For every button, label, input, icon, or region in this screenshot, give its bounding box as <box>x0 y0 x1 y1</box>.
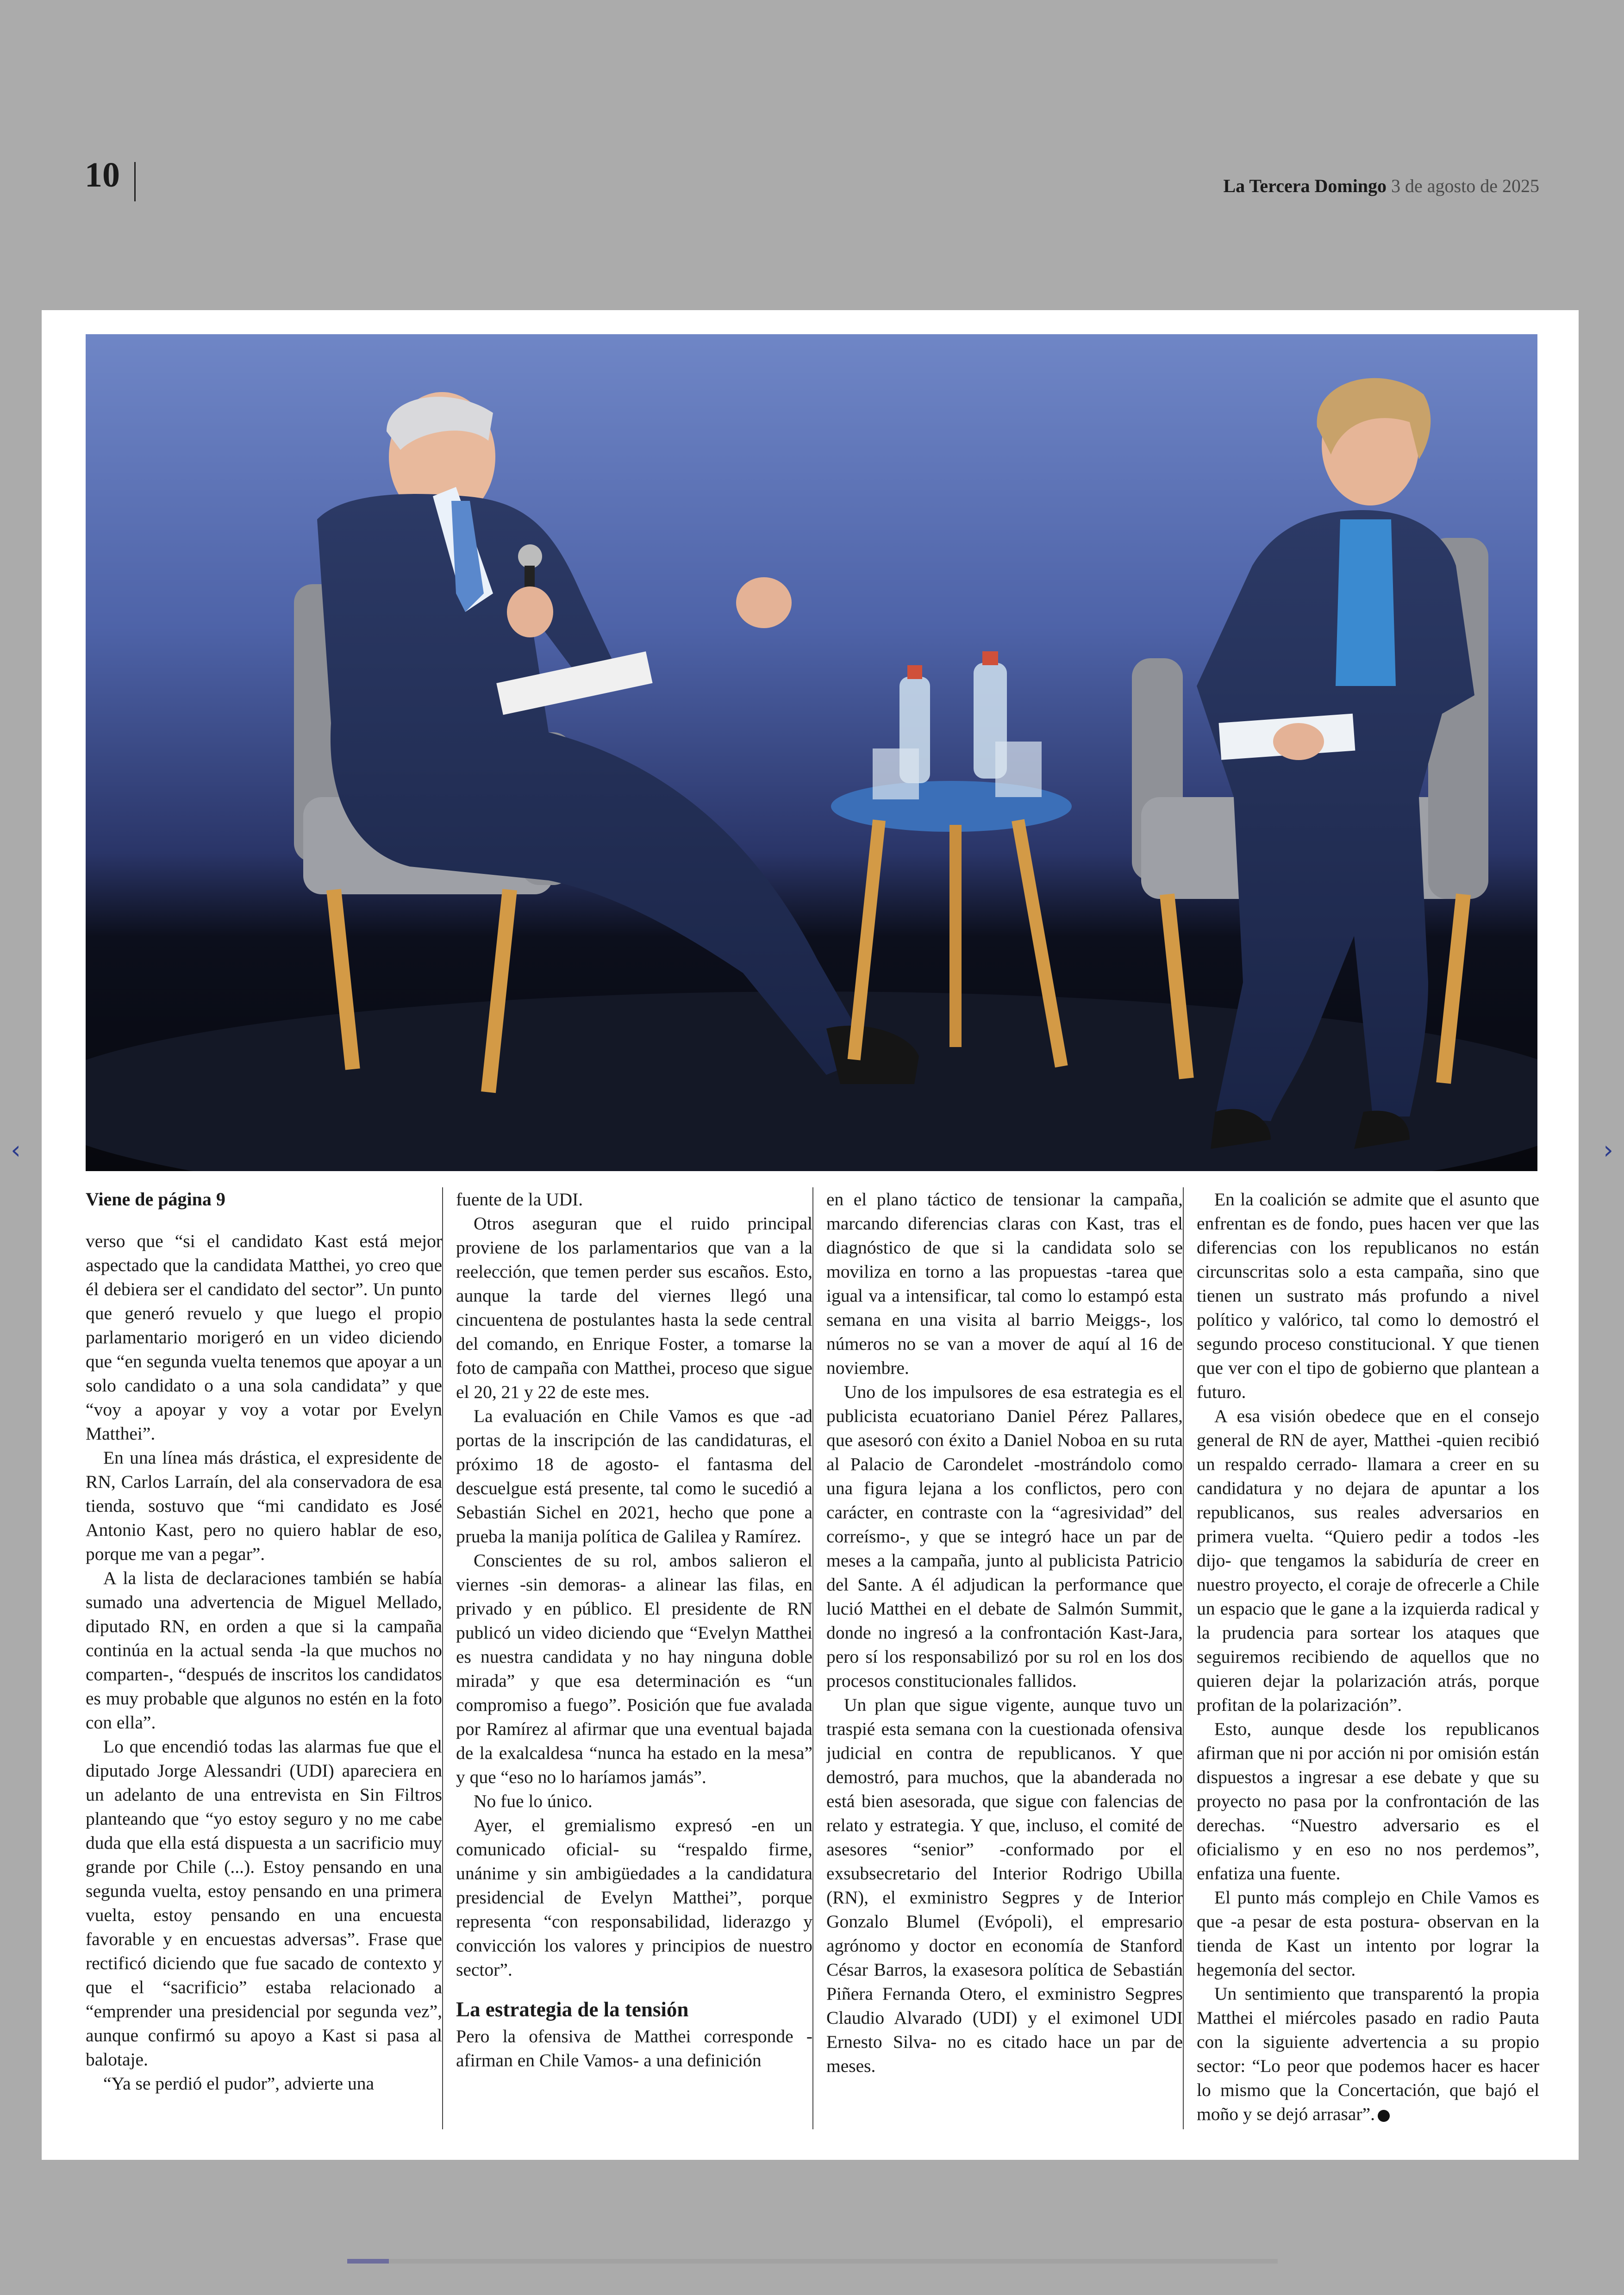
paragraph: “Ya se perdió el pudor”, advierte una <box>103 2073 374 2094</box>
page-progress-track[interactable] <box>347 2259 1278 2264</box>
section-subheading: La estrategia de la tensión <box>456 1998 689 2021</box>
photo-illustration <box>86 334 1537 1171</box>
paragraph: verso que “si el candidato Kast está mejor aspectado que la candidata Matthei, yo creo que él debiera ser el candidato del sector”. Un punto que generó revuelo y que luego el propio parlamentario morigeró en un video diciendo que “en segunda vuelta tenemos que apoyar a un solo candidato o a una sola candidata” y que “voy a apoyar y voy a votar por Evelyn Matthei”. <box>86 1231 442 1444</box>
paragraph: El punto más complejo en Chile Vamos es que -a pesar de esta postura- observan en la tienda de Kast un intento por lograr la hegemonía del sector. <box>1197 1887 1539 1980</box>
page-progress-fill <box>347 2259 389 2264</box>
chevron-right-icon[interactable]: › <box>1603 1135 1613 1165</box>
column-rule <box>1183 1187 1184 2129</box>
paragraph: en el plano táctico de tensionar la campaña, marcando diferencias claras con Kast, tras el diagnóstico de que si la candidata solo se moviliza en torno a las propuestas -tarea que igual va a intensificar, tal como lo estampó esta semana en una visita al barrio Meiggs-, los números no se van a mover de aquí al 16 de noviembre. <box>826 1189 1183 1378</box>
publication-name: La Tercera Domingo <box>1223 175 1387 196</box>
paragraph: A esa visión obedece que en el consejo general de RN de ayer, Matthei -quien recibió un respaldo cerrado- llamara a creer en su candidatura y no dejara de apuntar a los republicanos, sus reales adversarios en primera vuelta. “Quiero pedir a todos -les dijo- que tengamos la sabiduría de creer en nuestro proyecto, el coraje de ofrecerle a Chile un espacio que le gane a la izquierda radical y la prudencia para sortear los ataques que seguiremos recibiendo de aquellos que no quieren dejar la polarización atrás, porque profitan de la polarización”. <box>1197 1406 1539 1715</box>
continued-from-label: Viene de página 9 <box>86 1189 225 1210</box>
paragraph: fuente de la UDI. <box>456 1189 583 1210</box>
paragraph: Lo que encendió todas las alarmas fue que el diputado Jorge Alessandri (UDI) apareciera en un adelanto de una entrevista en Sin Filtros planteando que “yo estoy seguro y no me cabe duda que ella está dispuesta a un sacrificio muy grande por Chile (...). Estoy pensando en una segunda vuelta, estoy pensando en una primera vuelta, estoy pensando en una encuesta favorable y en encuestas adversas”. Frase que rectificó diciendo que fue sacado de contexto y que el “sacrificio” estaba relacionado a “emprender una presidencial por segunda vez”, aunque confirmó su apoyo a Kast si pasa al balotaje. <box>86 1736 442 2070</box>
article-column-4 <box>1197 1187 1539 2132</box>
article-column-3 <box>826 1187 1183 2132</box>
paragraph: La evaluación en Chile Vamos es que -ad portas de la inscripción de las candidaturas, el próximo 18 de agosto- el fantasma del descuelgue está presente, tal como le sucedió a Sebastián Sichel en 2021, hecho que pone a prueba la manija política de Galilea y Ramírez. <box>456 1406 812 1547</box>
chevron-left-icon[interactable]: ‹ <box>11 1135 21 1165</box>
end-of-article-icon <box>1378 2110 1390 2122</box>
paragraph: Conscientes de su rol, ambos salieron el viernes -sin demoras- a alinear las filas, en privado y en público. El presidente de RN publicó un video diciendo que “Evelyn Matthei es nuestra candidata y no hay ninguna doble mirada” y que esa determinación es “un compromiso a fuego”. Posición que fue avalada por Ramírez al afirmar que una eventual bajada de la exalcaldesa “nunca ha estado en la mesa” y que “eso no lo haríamos jamás”. <box>456 1550 812 1787</box>
paragraph: Uno de los impulsores de esa estrategia es el publicista ecuatoriano Daniel Pérez Pallares, que asesoró con éxito a Daniel Noboa en su ruta al Palacio de Carondelet -mostrándolo como una figura lejana a los conflictos, pero con carácter, en contraste con la “agresividad” del correísmo-, y que se integró hace un par de meses a la campaña, junto al publicista Patricio del Sante. A él adjudican la performance que lució Matthei en el debate de Salmón Summit, donde no ingresó a la confrontación Kast-Jara, pero sí los responsabilizó por su rol en los dos procesos constitucionales fallidos. <box>826 1382 1183 1691</box>
article-column-2 <box>456 1187 812 2132</box>
paragraph: No fue lo único. <box>474 1791 593 1811</box>
column-rule <box>442 1187 443 2129</box>
paragraph: En una línea más drástica, el expresidente de RN, Carlos Larraín, del ala conservadora de esa tienda, sostuvo que “mi candidato es José Antonio Kast, pero no quiero hablar de eso, porque me van a pegar”. <box>86 1447 442 1564</box>
paragraph: A la lista de declaraciones también se había sumado una advertencia de Miguel Mellado, diputado RN, en orden a que si la campaña continúa en la actual senda -la que muchos no comparten-, “después de inscritos los candidatos es muy probable que algunos no estén en la foto con ella”. <box>86 1568 442 1733</box>
paragraph: Esto, aunque desde los republicanos afirman que ni por acción ni por omisión están dispuestos a ingresar a ese debate y que su proyecto no pasa por la confrontación de las derechas. “Nuestro adversario es el oficialismo y en eso no nos perdemos”, enfatiza una fuente. <box>1197 1719 1539 1883</box>
column-rule <box>812 1187 813 2129</box>
newspaper-page <box>42 310 1579 2160</box>
paragraph: Ayer, el gremialismo expresó -en un comunicado oficial- su “respaldo firme, unánime y sin ambigüedades a la candidatura presidencial de Evelyn Matthei”, porque representa “con responsabilidad, liderazgo y convicción los valores y principios de nuestro sector”. <box>456 1815 812 1980</box>
publication-line <box>1223 175 1539 197</box>
page-number-separator <box>134 162 136 201</box>
publication-date: 3 de agosto de 2025 <box>1391 175 1539 196</box>
paragraph: Otros aseguran que el ruido principal proviene de los parlamentarios que van a la reelección, que temen perder sus escaños. Esto, aunque la tarde del viernes llegó una cincuentena de postulantes hasta la sede central del comando, en Enrique Foster, a tomarse la foto de campaña con Matthei, proceso que sigue el 20, 21 y 22 de este mes. <box>456 1213 812 1402</box>
paragraph-text: Un sentimiento que transparentó la propia Matthei el miércoles pasado en radio Pauta con la siguiente advertencia a su propio sector: “Lo peor que podemos hacer es hacer lo mismo que la Concertación, que bajó el moño y se dejó arrasar”. <box>1197 1983 1539 2124</box>
article-photo <box>86 334 1537 1171</box>
page-number: 10 <box>85 156 120 194</box>
article-column-1 <box>86 1187 442 2132</box>
paragraph: Un plan que sigue vigente, aunque tuvo un traspié esta semana con la cuestionada ofensiva judicial en contra de republicanos. Y que demostró, para muchos, que la abanderada no está bien asesorada, que sigue con falencias de relato y estrategia. Y que, incluso, el comité de asesores “senior” -conformado por el exsubsecretario del Interior Rodrigo Ubilla (RN), el exministro Segpres y de Interior Gonzalo Blumel (Evópoli), el empresario agrónomo y doctor en economía de Stanford César Barros, la exasesora política de Sebastián Piñera Fernanda Otero, el exministro Segpres Claudio Alvarado (UDI) y el eximonel UDI Ernesto Silva- no es citado hace un par de meses. <box>826 1695 1183 2076</box>
paragraph: En la coalición se admite que el asunto que enfrentan es de fondo, pues hacen ver que las diferencias con los republicanos no están circunscritas solo a esta campaña, sino que tienen un sustrato más profundo a nivel político y valórico, tal como lo demostró el segundo proceso constitucional. Y que tienen que ver con el tipo de gobierno que plantean a futuro. <box>1197 1189 1539 1402</box>
paragraph-last <box>1197 1982 1539 2126</box>
paragraph: Pero la ofensiva de Matthei corresponde -afirman en Chile Vamos- a una definición <box>456 2026 812 2070</box>
